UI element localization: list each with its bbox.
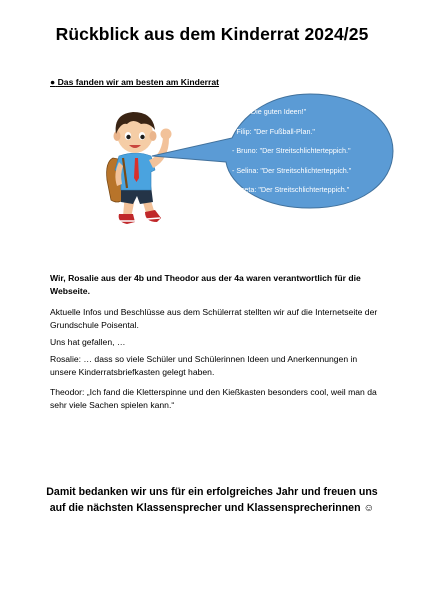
paragraph-theodor: Theodor: „Ich fand die Kletterspinne und den Kießkasten besonders cool, weil man da sehr viele Sachen spielen kann.“ [50, 387, 377, 410]
paragraph-liked: Uns hat gefallen, … [50, 337, 126, 347]
speech-bubble [150, 92, 395, 210]
section-heading-text: Das fanden wir am besten am Kinderrat [57, 77, 220, 87]
closing-statement: Damit bedanken wir uns für ein erfolgreiches Jahr und freuen uns auf die nächsten Klassensprecher und Klassensprecherinnen ☺ [46, 486, 378, 514]
list-item: - Selina: "Der Streitschlichterteppich." [232, 165, 352, 175]
paragraph-rosalie: Rosalie: … dass so viele Schüler und Schülerinnen Ideen und Anerkennungen in unsere Kinderratsbriefkasten gelegt haben. [50, 354, 358, 377]
list-item: - Filip: "Der Fußball-Plan." [232, 126, 315, 136]
bullet-icon: ● [50, 77, 56, 87]
paragraph-info: Aktuelle Infos und Beschlüsse aus dem Schülerrat stellten wir auf die Internetseite der Grundschule Poisental. [50, 307, 378, 330]
quote-list [232, 107, 392, 205]
section-heading [50, 77, 219, 87]
list-item: - Bruno: "Der Streitschlichterteppich." [232, 146, 351, 155]
page-title: Rückblick aus dem Kinderrat 2024/25 [55, 24, 369, 44]
list-item: - Greta: "Der Streitschlichterteppich." [232, 185, 350, 194]
paragraph-responsible: Wir, Rosalie aus der 4b und Theodor aus der 4a waren verantwortlich für die Webseite. [50, 273, 361, 296]
list-item: - 4a: "Die guten Ideen!" [232, 107, 307, 116]
